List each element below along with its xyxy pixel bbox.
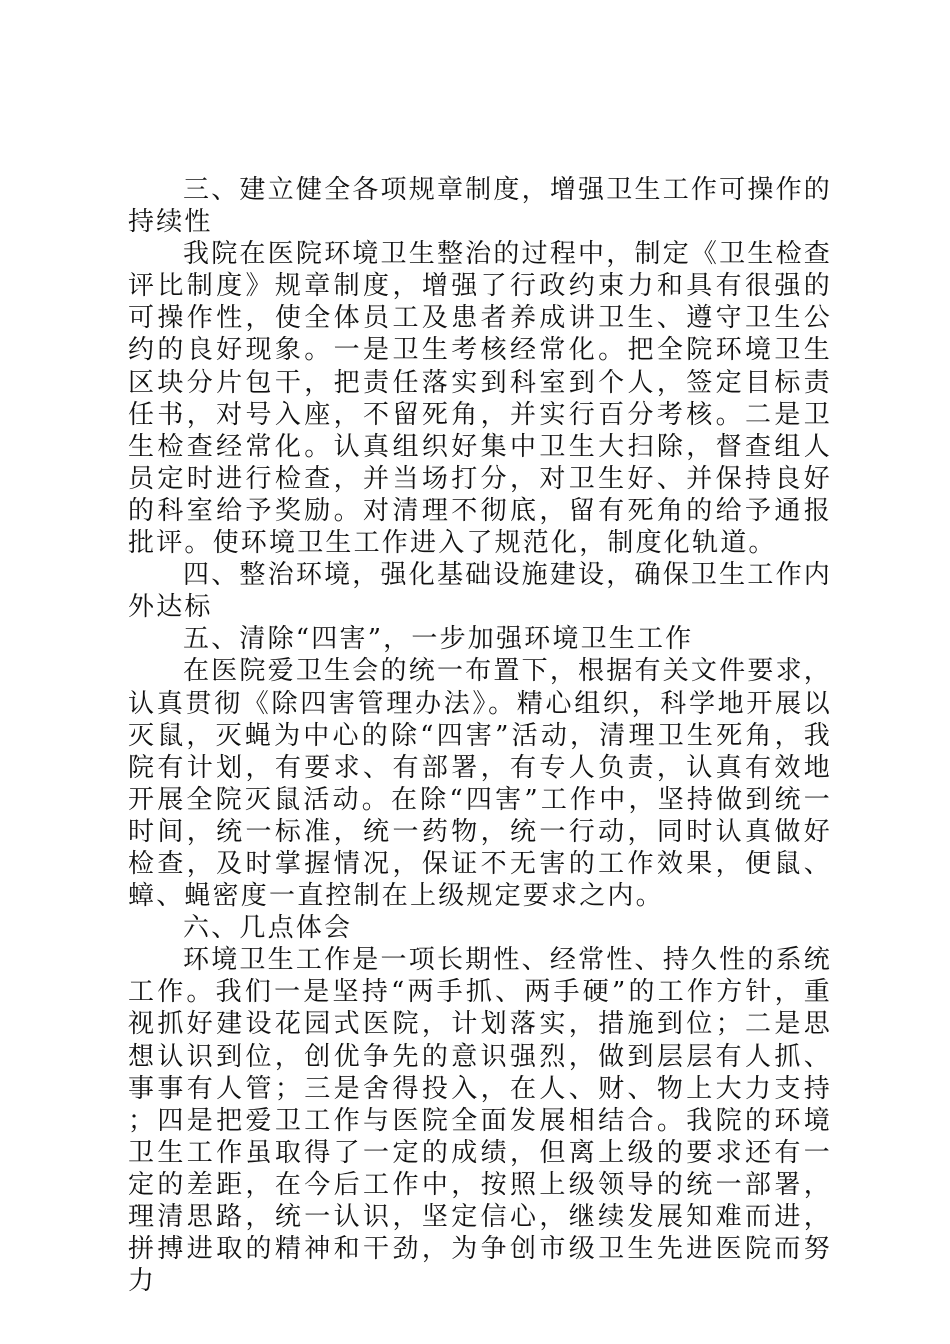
section-heading-3: 三、建立健全各项规章制度，增强卫生工作可操作的持续性 [128, 175, 832, 238]
document-body [128, 174, 832, 1297]
body-paragraph-pests: 在医院爱卫生会的统一布置下，根据有关文件要求，认真贯彻《除四害管理办法》。精心组织，科学地开展以灭鼠，灭蝇为中心的除“四害”活动，清理卫生死角，我院有计划，有要求、有部署，有专人负责，认真有效地开展全院灭鼠活动。在除“四害”工作中，坚持做到统一时间，统一标准，统一药物，统一行动，同时认真做好检查，及时掌握情况，保证不无害的工作效果，便鼠、蟑、蝇密度一直控制在上级规定要求之内。 [128, 656, 832, 912]
section-heading-4: 四、整治环境，强化基础设施建设，确保卫生工作内外达标 [128, 560, 832, 623]
body-paragraph-experience: 环境卫生工作是一项长期性、经常性、持久性的系统工作。我们一是坚持“两手抓、两手硬”的工作方针，重视抓好建设花园式医院，计划落实，措施到位；二是思想认识到位，创优争先的意识强烈，做到层层有人抓、事事有人管；三是舍得投入，在人、财、物上大力支持；四是把爱卫工作与医院全面发展相结合。我院的环境卫生工作虽取得了一定的成绩，但离上级的要求还有一定的差距，在今后工作中，按照上级领导的统一部署，理清思路，统一认识，坚定信心，继续发展知难而进，拼搏进取的精神和干劲，为争创市级卫生先进医院而努力 [128, 945, 832, 1297]
section-heading-6: 六、几点体会 [183, 913, 353, 944]
section-heading-5: 五、清除“四害”，一步加强环境卫生工作 [183, 624, 694, 655]
body-paragraph-rules: 我院在医院环境卫生整治的过程中，制定《卫生检查评比制度》规章制度，增强了行政约束力和具有很强的可操作性，使全体员工及患者养成讲卫生、遵守卫生公约的良好现象。一是卫生考核经常化。把全院环境卫生区块分片包干，把责任落实到科室到个人，签定目标责任书，对号入座，不留死角，并实行百分考核。二是卫生检查经常化。认真组织好集中卫生大扫除，督查组人员定时进行检查，并当场打分，对卫生好、并保持良好的科室给予奖励。对清理不彻底，留有死角的给予通报批评。使环境卫生工作进入了规范化，制度化轨道。 [128, 239, 832, 559]
